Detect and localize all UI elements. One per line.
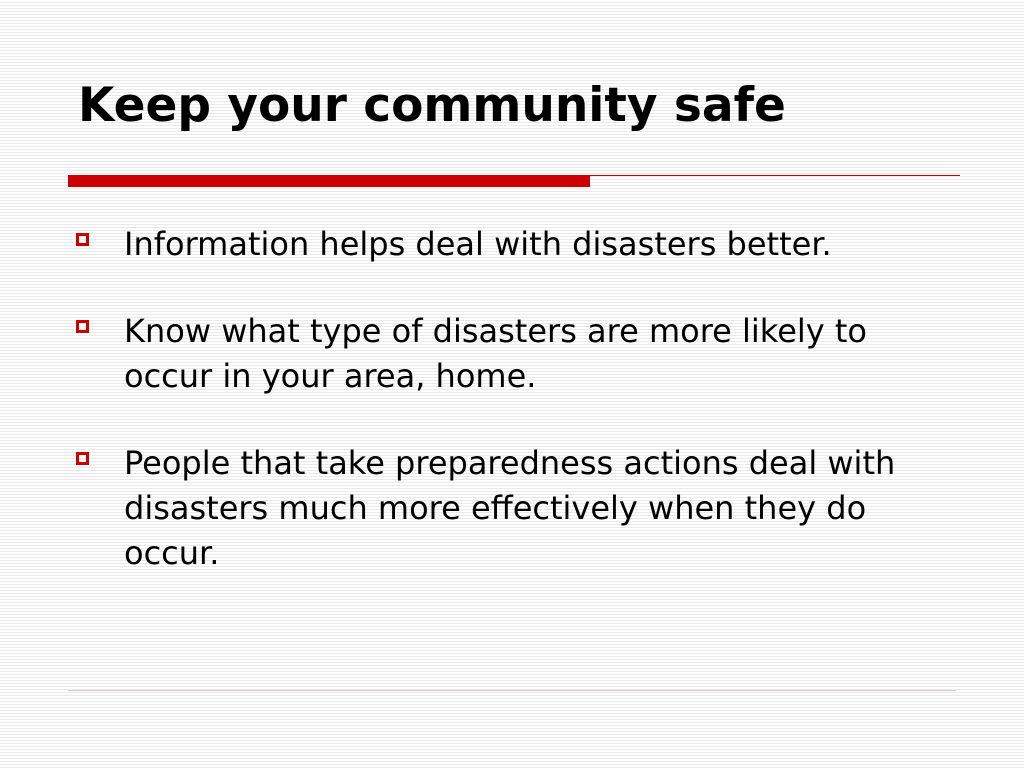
bullet-text: People that take preparedness actions deal with disasters much more effectively when they do occur.	[124, 444, 896, 572]
bullet-item	[74, 222, 954, 267]
title-underline-thick	[68, 175, 590, 187]
bullet-text: Information helps deal with disasters better.	[124, 225, 832, 263]
hollow-square-icon	[76, 452, 89, 465]
bullet-item	[74, 309, 954, 399]
bullet-text: Know what type of disasters are more likely to occur in your area, home.	[124, 312, 867, 395]
bullet-item	[74, 441, 954, 576]
hollow-square-icon	[76, 320, 89, 333]
slide-title: Keep your community safe	[78, 78, 786, 133]
hollow-square-icon	[76, 233, 89, 246]
bullet-list	[74, 222, 954, 618]
footer-divider	[68, 690, 956, 691]
